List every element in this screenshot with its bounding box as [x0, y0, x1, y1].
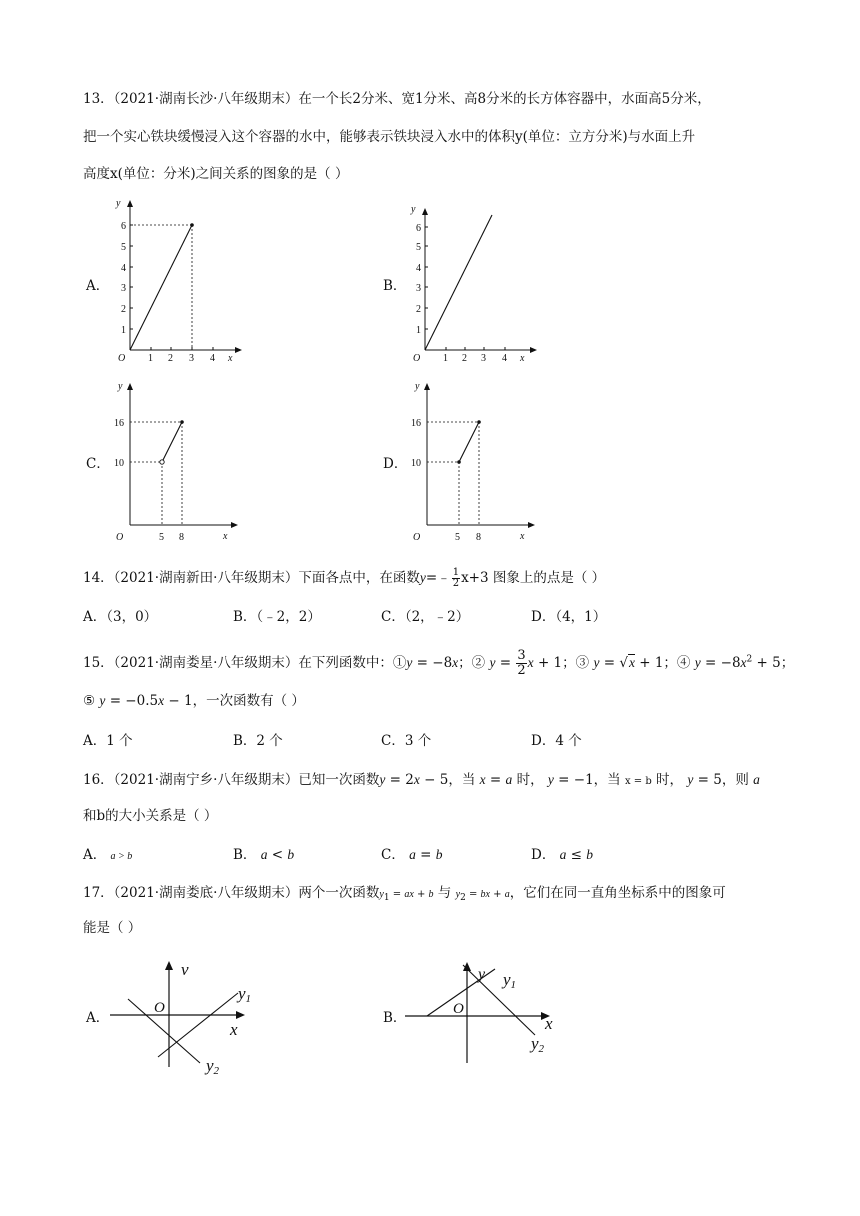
q16-option-c: C． a = b: [381, 847, 443, 863]
graph-c-y-label: y: [118, 381, 123, 392]
q16-option-c-label: C．: [381, 847, 405, 863]
q16-stem-text: 16．（2021·湖南宁乡·八年级期末）已知一次函数: [83, 772, 380, 788]
q16-option-d-label: D．: [531, 847, 556, 863]
q17-stem: 17．（2021·湖南娄底·八年级期末）两个一次函数$y_1$ = ax + b 与 $y_2$ = bx + a，它们在同一直角坐标系中的图象可: [83, 885, 726, 903]
graph-c-x-tick-8: 8: [179, 532, 184, 543]
q15-option-b: B．2 个: [233, 733, 283, 749]
q17-option-b-label: B．: [383, 1010, 407, 1026]
graph-c-y-tick-10: 10: [114, 458, 124, 469]
q15-line2-tail: ，一次函数有（ ）: [192, 693, 305, 709]
svg-text:x: x: [230, 1020, 238, 1039]
q13-graph-a: [110, 195, 250, 365]
graph-a-y-tick-1: 1: [121, 325, 126, 336]
q14-stem: 14．（2021·湖南新田·八年级期末）下面各点中，在函数y=﹣ $\frac{1}{2}$ x+3 图象上的点是（ ）: [83, 567, 606, 589]
q16-option-a: A． a > b: [83, 847, 133, 863]
q15-fraction: $\frac{3}{2}$: [517, 648, 526, 678]
graph-d-x-tick-5: 5: [455, 532, 460, 543]
svg-text:O: O: [453, 1001, 464, 1017]
graph-b-x-tick-3: 3: [481, 353, 486, 364]
q13-option-a-label: A．: [86, 278, 110, 294]
svg-text:x: x: [545, 1014, 553, 1033]
graph-a-origin: O: [118, 353, 126, 364]
q13-option-c-label: C．: [86, 456, 110, 472]
svg-text:y1: y1: [503, 970, 517, 991]
q14-option-c: C．（2，﹣2）: [381, 609, 470, 625]
graph-b-y-tick-5: 5: [416, 242, 421, 253]
q17-stem-tail: ，它们在同一直角坐标系中的图象可: [509, 885, 726, 901]
q14-stem-a: 14．（2021·湖南新田·八年级期末）下面各点中，在函数: [83, 570, 420, 586]
q13-graph-d: [403, 378, 543, 548]
q17-graph-b: [405, 955, 565, 1080]
graph-a-y-tick-3: 3: [121, 283, 126, 294]
q14-fraction: $\frac{1}{2}$: [452, 567, 460, 589]
graph-b-x-tick-2: 2: [462, 353, 467, 364]
graph-a-x-tick-3: 3: [189, 353, 194, 364]
svg-text:y2: y2: [206, 1056, 220, 1077]
graph-b-y-tick-3: 3: [416, 283, 421, 294]
q16-option-b-label: B．: [233, 847, 257, 863]
q17-option-a-label: A．: [86, 1010, 110, 1026]
q13-line2: 把一个实心铁块缓慢浸入这个容器的水中，能够表示铁块浸入水中的体积y(单位：立方分米)与水面上升: [83, 129, 696, 145]
q14-option-a: A．（3，0）: [83, 609, 158, 625]
q15-option-a: A．1 个: [83, 733, 133, 749]
q15-option-c: C．3 个: [381, 733, 432, 749]
graph-c-x-label: x: [223, 531, 228, 542]
svg-text:y2: y2: [531, 1034, 545, 1055]
q17-line2: 能是（ ）: [83, 920, 142, 936]
svg-text:y: y: [478, 966, 486, 983]
svg-text:O: O: [154, 1000, 165, 1016]
graph-a-y-tick-2: 2: [121, 304, 126, 315]
graph-b-origin: O: [413, 353, 421, 364]
q15-line2: ⑤ y = −0.5x − 1，一次函数有（ ）: [83, 693, 305, 709]
graph-a-x-tick-2: 2: [168, 353, 173, 364]
graph-a-x-label: x: [228, 353, 233, 364]
q13-graph-b: [405, 195, 545, 365]
q16-line2: 和b的大小关系是（ ）: [83, 808, 218, 824]
graph-d-origin: O: [413, 532, 421, 543]
graph-a-y-tick-5: 5: [121, 242, 126, 253]
graph-c-origin: O: [116, 532, 124, 543]
graph-d-y-tick-16: 16: [411, 418, 421, 429]
q17-stem-text: 17．（2021·湖南娄底·八年级期末）两个一次函数: [83, 885, 380, 901]
graph-a-x-tick-4: 4: [210, 353, 215, 364]
graph-b-y-tick-1: 1: [416, 325, 421, 336]
svg-text:y1: y1: [238, 984, 252, 1005]
q15-option-d: D．4 个: [531, 733, 582, 749]
q17-graph-a: [110, 955, 270, 1080]
graph-d-x-label: x: [520, 531, 525, 542]
graph-a-y-tick-6: 6: [121, 221, 126, 232]
q16-stem: 16．（2021·湖南宁乡·八年级期末）已知一次函数y = 2x − 5，当 x = a 时， y = −1，当 x = b 时， y = 5，则 a: [83, 772, 760, 788]
graph-b-y-label: y: [411, 204, 416, 215]
graph-d-x-tick-8: 8: [476, 532, 481, 543]
graph-d-y-label: y: [415, 381, 420, 392]
graph-c-x-tick-5: 5: [159, 532, 164, 543]
graph-d-y-tick-10: 10: [411, 458, 421, 469]
graph-a-y-tick-4: 4: [121, 263, 126, 274]
q15-stem: 15．（2021·湖南娄星·八年级期末）在下列函数中：①y = −8x；② y = $\frac{3}{2}$ x + 1；③ y = √x + 1；④ $y = -8x^2 + 5$；: [83, 648, 795, 678]
graph-b-y-tick-6: 6: [416, 223, 421, 234]
q13-line1: 13．（2021·湖南长沙·八年级期末）在一个长2分米、宽1分米、高8分米的长方体容器中，水面高5分米，: [83, 91, 711, 107]
graph-b-x-label: x: [520, 353, 525, 364]
svg-text:v: v: [181, 960, 189, 979]
q16-option-b: B． a < b: [233, 847, 295, 863]
graph-b-y-tick-2: 2: [416, 304, 421, 315]
q15-stem-text: 15．（2021·湖南娄星·八年级期末）在下列函数中：①: [83, 655, 407, 671]
q13-option-d-label: D．: [383, 456, 408, 472]
q14-stem-b: x+3 图象上的点是（ ）: [461, 570, 606, 586]
graph-c-y-tick-16: 16: [114, 418, 124, 429]
q16-option-d: D． a ≤ b: [531, 847, 594, 863]
q13-graph-c: [106, 378, 246, 548]
graph-a-y-label: y: [116, 198, 121, 209]
q13-line3: 高度x(单位：分米)之间关系的图象的是（ ）: [83, 166, 349, 182]
q14-option-b: B．（﹣2，2）: [233, 609, 321, 625]
graph-b-x-tick-1: 1: [443, 353, 448, 364]
graph-b-y-tick-4: 4: [416, 263, 421, 274]
q14-option-d: D．（4，1）: [531, 609, 607, 625]
graph-b-x-tick-4: 4: [502, 353, 507, 364]
graph-a-x-tick-1: 1: [148, 353, 153, 364]
q13-option-b-label: B．: [383, 278, 407, 294]
q16-option-a-label: A．: [83, 847, 107, 863]
